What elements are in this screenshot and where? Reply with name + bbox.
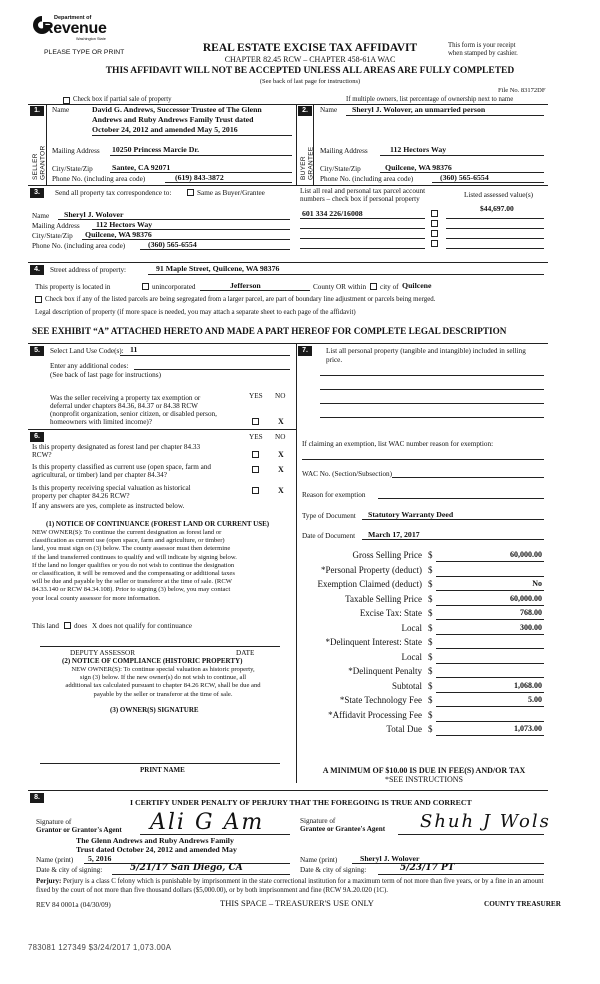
buyer-name-label: Name: [320, 106, 338, 114]
calc-dollar: $: [428, 579, 433, 589]
notice-2-body: [32, 666, 294, 699]
notice-1-line: 84.33.140 or RCW 84.34.108). Prior to signing (3) below, you may contact: [32, 586, 231, 594]
seller-phone: (619) 843-3872: [175, 173, 224, 182]
unincorporated-label: unincorporated: [152, 283, 196, 291]
parcel-1-personal-checkbox[interactable]: [431, 210, 438, 217]
doc-type-value: Statutory Warranty Deed: [368, 510, 454, 519]
dor-logo: [32, 13, 112, 41]
notice-2-line: additional tax calculated pursuant to chapter 84.26 RCW, shall be due and: [65, 682, 261, 690]
corr-phone-label: Phone No. (including area code): [32, 242, 126, 250]
s6-q2-line1: Is this property classified as current use (open space, farm and: [32, 463, 212, 471]
warning-banner: THIS AFFIDAVIT WILL NOT BE ACCEPTED UNLESS ALL AREAS ARE FULLY COMPLETED: [105, 66, 515, 76]
seller-city: Santee, CA 92071: [112, 163, 171, 172]
s5-q1-line2: deferral under chapters 84.36, 84.37 or 84.38 RCW: [50, 402, 198, 410]
notice-2-line: NEW OWNER(S): To continue special valuation as historic property,: [71, 666, 255, 673]
treasurer-use-note: THIS SPACE – TREASURER'S USE ONLY: [220, 898, 374, 908]
notice-1-line: If the land no longer qualifies or you do not wish to continue the designation: [32, 561, 235, 569]
county-value: Jefferson: [230, 281, 261, 290]
multiple-owners-note: If multiple owners, list percentage of ownership next to name: [346, 96, 514, 103]
section-3-number: 3.: [30, 188, 44, 198]
send-correspondence-label: Send all property tax correspondence to:: [55, 189, 172, 197]
logo-name: Revenue: [42, 20, 107, 37]
calc-label: *Personal Property (deduct): [321, 564, 422, 575]
partial-sale-label: Check box if partial sale of property: [73, 96, 172, 103]
segregated-checkbox[interactable]: [35, 296, 42, 303]
form-subtitle: CHAPTER 82.45 RCW – CHAPTER 458-61A WAC: [224, 55, 396, 64]
s6-q2-line2: agricultural, or timber) land per chapter 84.34?: [32, 471, 167, 479]
grantee-sig-label-2: Grantee or Grantee's Agent: [300, 825, 386, 833]
city-checkbox[interactable]: [370, 283, 377, 290]
corr-city-label: City/State/Zip: [32, 232, 73, 240]
buyer-city: Quilcene, WA 98376: [385, 163, 452, 172]
s6-q3-line2: property per chapter 84.26 RCW?: [32, 492, 130, 500]
deputy-assessor-label: DEPUTY ASSESSOR: [70, 649, 136, 657]
doc-type-label: Type of Document: [302, 512, 356, 520]
notice-2-line: payable by the seller or transferor at the time of sale.: [93, 690, 233, 698]
notice-1-line: land, you must sign on (3) below. The county assessor must then determine: [32, 545, 231, 553]
date-label: DATE: [236, 649, 255, 657]
calc-label: *Delinquent Penalty: [348, 666, 422, 676]
calc-label: *Affidavit Processing Fee: [328, 709, 422, 720]
minimum-fee-note: A MINIMUM OF $10.00 IS DUE IN FEE(S) AND/OR TAX: [322, 766, 526, 775]
section-1-number: 1.: [30, 106, 44, 116]
grantee-date-city: 5/23/17 PT: [400, 863, 455, 873]
see-back-note: (See back of last page for instructions): [259, 78, 361, 85]
calc-value: 768.00: [520, 608, 542, 617]
if-yes-note: If any answers are yes, complete as instructed below.: [32, 502, 185, 510]
s6-q2-no-mark[interactable]: X: [278, 465, 284, 474]
land-use-label: Select Land Use Code(s):: [50, 347, 124, 355]
parcel-number: 601 334 226/16008: [302, 209, 363, 218]
calc-label: Gross Selling Price: [352, 550, 422, 560]
s6-yes-header: YES: [249, 433, 263, 441]
s6-q1-no-mark[interactable]: X: [278, 450, 284, 459]
grantee-name: Sheryl J. Wolover: [360, 854, 420, 863]
calc-label: Total Due: [386, 724, 422, 734]
s6-q1-yes-checkbox[interactable]: [252, 451, 259, 458]
grantee-sig-label-1: Signature of: [300, 817, 336, 825]
partial-sale-checkbox[interactable]: [63, 97, 70, 104]
calc-dollar: $: [428, 680, 433, 691]
personal-property-2: price.: [326, 356, 343, 364]
form-title: REAL ESTATE EXCISE TAX AFFIDAVIT: [202, 42, 418, 54]
corr-name-label: Name: [32, 212, 50, 220]
notice-1-title: (1) NOTICE OF CONTINUANCE (FOREST LAND OR CURRENT USE): [46, 520, 270, 528]
s5-q1-yes-checkbox[interactable]: [252, 418, 259, 425]
segregated-label: Check box if any of the listed parcels are being segregated from a larger parcel, are part of boundary line adjustment or parcels being merged.: [45, 296, 436, 303]
please-type: PLEASE TYPE OR PRINT: [44, 49, 125, 56]
calc-dollar: $: [428, 666, 433, 676]
calc-label: Taxable Selling Price: [345, 593, 422, 604]
seller-name-2: Andrews and Ruby Andrews Family Trust dated: [92, 115, 254, 124]
s5-yes-header: YES: [249, 392, 263, 400]
notice-2-title: (2) NOTICE OF COMPLIANCE (HISTORIC PROPERTY): [62, 657, 243, 665]
grantor-name-2: Trust dated October 24, 2012 and amended May: [76, 845, 237, 854]
s6-q3-yes-checkbox[interactable]: [252, 487, 259, 494]
receipt-stamp: 783081 127349 $3/24/2017 1,073.00A: [28, 943, 172, 952]
calc-dollar: $: [428, 651, 433, 662]
notice-1-line: if the land transferred continues to qualify and will indicate by signing below.: [32, 553, 237, 561]
buyer-side-label: BUYER GRANTEE: [300, 146, 315, 180]
located-label: This property is located in: [35, 283, 111, 291]
s5-q1-line4: homeowners with limited income)?: [50, 418, 152, 426]
calc-value: 60,000.00: [510, 550, 542, 559]
notice-1-line: or classification, it will be removed and the compensating or additional taxes: [32, 570, 235, 578]
doc-date-label: Date of Document: [302, 532, 356, 540]
land-use-value: 11: [130, 345, 138, 354]
doc-date-value: March 17, 2017: [368, 530, 420, 539]
seller-phone-label: Phone No. (including area code): [52, 175, 146, 183]
calc-dollar: $: [428, 637, 433, 647]
print-name-label: PRINT NAME: [140, 766, 185, 774]
notice-1-line: classification as current use (open space, farm and agriculture, or timber): [32, 537, 225, 545]
rev-number: REV 84 0001a (04/30/09): [36, 901, 111, 909]
calc-dollar: $: [428, 593, 433, 604]
grantee-name-print-label: Name (print): [300, 856, 338, 864]
s5-q1-line1: Was the seller receiving a property tax exemption or: [50, 394, 201, 402]
s6-q3-line1: Is this property receiving special valuation as historical: [32, 484, 191, 492]
grantor-date-label: Date & city of signing:: [36, 866, 103, 874]
buyer-phone: (360) 565-6554: [440, 173, 489, 182]
grantor-name-1: The Glenn Andrews and Ruby Andrews Family: [76, 836, 234, 845]
seller-name-3: October 24, 2012 and amended May 5, 2016: [92, 125, 238, 134]
reason-label: Reason for exemption: [302, 491, 366, 499]
grantor-name-print-label: Name (print): [36, 856, 74, 864]
seller-mailing-label: Mailing Address: [52, 147, 100, 155]
section-5-number: 5.: [30, 346, 44, 356]
seller-mailing: 10250 Princess Marcie Dr.: [112, 145, 200, 154]
grantor-signature[interactable]: Ali G Am: [150, 810, 265, 835]
calc-label: Excise Tax: State: [359, 608, 422, 618]
s6-no-header: NO: [275, 433, 286, 441]
see-instructions-note: *SEE INSTRUCTIONS: [384, 775, 463, 784]
seller-side-label: SELLER GRANTOR: [32, 145, 47, 180]
perjury-notice: [36, 878, 556, 895]
this-land-label: This land: [32, 622, 59, 630]
same-as-buyer-label: Same as Buyer/Grantee: [197, 189, 265, 197]
section-2-number: 2.: [298, 106, 312, 116]
additional-codes-2: (See back of last page for instructions): [50, 371, 161, 379]
calc-label: *Delinquent Interest: State: [325, 637, 422, 647]
section-4-number: 4.: [30, 265, 44, 275]
grantor-date-city: 5/21/17 San Diego, CA: [130, 863, 243, 873]
grantee-signature[interactable]: Shuh J Wols: [420, 811, 551, 832]
perjury-label: Perjury:: [36, 878, 62, 885]
calc-dollar: $: [428, 695, 433, 705]
county-or-within: County OR within: [313, 283, 367, 291]
land-does-checkbox[interactable]: [64, 622, 71, 629]
buyer-mailing-label: Mailing Address: [320, 147, 368, 155]
additional-codes-1: Enter any additional codes:: [50, 362, 129, 370]
corr-name: Sheryl J. Wolover: [64, 210, 124, 219]
buyer-name: Sheryl J. Wolover, an unmarried person: [352, 105, 486, 114]
parcel-header-1: List all real and personal tax parcel account: [300, 187, 426, 195]
owner-signature-label: (3) OWNER(S) SIGNATURE: [110, 706, 199, 714]
calc-value: No: [532, 579, 542, 588]
calc-value: 1,073.00: [514, 724, 542, 733]
personal-property-1: List all personal property (tangible and intangible) included in selling: [326, 347, 526, 355]
tax-calculation: [300, 550, 548, 738]
same-as-buyer-checkbox[interactable]: [187, 189, 194, 196]
corr-mailing-label: Mailing Address: [32, 222, 80, 230]
corr-mailing: 112 Hectors Way: [96, 220, 153, 229]
does-label: does: [74, 622, 88, 630]
corr-phone: (360) 565-6554: [148, 240, 197, 249]
calc-label: Local: [401, 622, 422, 633]
notice-1-body: [32, 529, 294, 603]
grantee-date-label: Date & city of signing:: [300, 866, 367, 874]
buyer-mailing: 112 Hectors Way: [390, 145, 447, 154]
buyer-phone-label: Phone No. (including area code): [320, 175, 414, 183]
corr-city: Quilcene, WA 98376: [85, 230, 152, 239]
legal-desc-label: Legal description of property (if more space is needed, you may attach a separate sheet to each page of the affidavit): [35, 309, 356, 316]
calc-dollar: $: [428, 622, 433, 633]
certify-statement: I CERTIFY UNDER PENALTY OF PERJURY THAT THE FOREGOING IS TRUE AND CORRECT: [130, 798, 472, 807]
receipt-note-1: This form is your receipt: [448, 42, 516, 49]
section-6-number: 6.: [30, 432, 44, 442]
seller-name-label: Name: [52, 106, 70, 114]
wac-label: WAC No. (Section/Subsection): [302, 470, 393, 478]
calc-dollar: $: [428, 709, 433, 720]
calc-label: Subtotal: [391, 680, 422, 691]
logo-state: Washington State: [76, 37, 106, 41]
calc-dollar: $: [428, 608, 433, 618]
notice-1-line: will be due and payable by the seller or transferor at the time of sale. (RCW: [32, 578, 232, 586]
perjury-text: Perjury is a class C felony which is punishable by imprisonment in the state correctional institution for a maximum term of not more than five years, or by a fine in an amount fixed by the court of not more than five thousand dollars ($5,000.00), or by both imprisonment and fine (RCW 9A.20.020 (1C).: [36, 878, 544, 894]
notice-1-line: your local county assessor for more information.: [32, 594, 161, 602]
grantor-sig-label-2: Grantor or Grantor's Agent: [36, 826, 122, 834]
s6-q2-yes-checkbox[interactable]: [252, 466, 259, 473]
calc-value: 1,068.00: [514, 680, 542, 690]
calc-label: Local: [401, 651, 422, 662]
assessed-value: $44,697.00: [480, 204, 514, 213]
does-not-label: X does not qualify for continuance: [92, 622, 192, 630]
calc-dollar: $: [428, 550, 433, 560]
section-8-number: 8.: [30, 793, 44, 803]
city-of-label: city of: [380, 283, 399, 291]
parcel-3-personal-checkbox[interactable]: [431, 230, 438, 237]
parcel-4-personal-checkbox[interactable]: [431, 240, 438, 247]
calc-value: 60,000.00: [510, 593, 542, 603]
calc-value: 5.00: [528, 695, 542, 704]
s6-q3-no-mark[interactable]: X: [278, 486, 284, 495]
parcel-header-2: numbers – check box if personal property: [300, 195, 420, 203]
section-7-number: 7.: [298, 346, 312, 356]
s5-q1-line3: (nonprofit organization, senior citizen, or disabled person,: [50, 410, 217, 418]
calc-label: Exemption Claimed (deduct): [317, 579, 422, 589]
s5-q1-no-mark[interactable]: X: [278, 417, 284, 426]
assessed-header: Listed assessed value(s): [464, 191, 534, 199]
grantor-name-3: 5, 2016: [88, 854, 112, 863]
parcel-2-personal-checkbox[interactable]: [431, 220, 438, 227]
logo-dept: Department of: [54, 15, 92, 21]
city-value: Quilcene: [402, 281, 432, 290]
buyer-city-label: City/State/Zip: [320, 165, 361, 173]
calc-dollar: $: [428, 724, 433, 734]
s6-q1-line2: RCW?: [32, 451, 52, 459]
county-treasurer-label: COUNTY TREASURER: [484, 900, 561, 908]
s6-q1-line1: Is this property designated as forest land per chapter 84.33: [32, 443, 201, 451]
seller-city-label: City/State/Zip: [52, 165, 93, 173]
file-number: File No. 83172DF: [498, 87, 546, 94]
receipt-note-2: when stamped by cashier.: [448, 50, 518, 57]
calc-value: 300.00: [520, 622, 542, 632]
s5-no-header: NO: [275, 392, 286, 400]
street-label: Street address of property:: [50, 266, 127, 274]
unincorporated-checkbox[interactable]: [142, 283, 149, 290]
notice-1-line: NEW OWNER(S): To continue the current designation as forest land or: [32, 529, 222, 536]
property-street: 91 Maple Street, Quilcene, WA 98376: [156, 264, 280, 273]
exemption-claim-label: If claiming an exemption, list WAC number reason for exemption:: [302, 440, 494, 448]
exhibit-a-note: SEE EXHIBIT “A” ATTACHED HERETO AND MADE A PART HEREOF FOR COMPLETE LEGAL DESCRIPTION: [32, 326, 507, 336]
grantor-sig-label-1: Signature of: [36, 818, 72, 826]
notice-2-line: sign (3) below. If the new owner(s) do not wish to continue, all: [79, 674, 247, 682]
seller-name-1: David G. Andrews, Successor Trustee of The Glenn: [92, 105, 262, 114]
calc-label: *State Technology Fee: [339, 695, 422, 705]
calc-dollar: $: [428, 564, 433, 575]
